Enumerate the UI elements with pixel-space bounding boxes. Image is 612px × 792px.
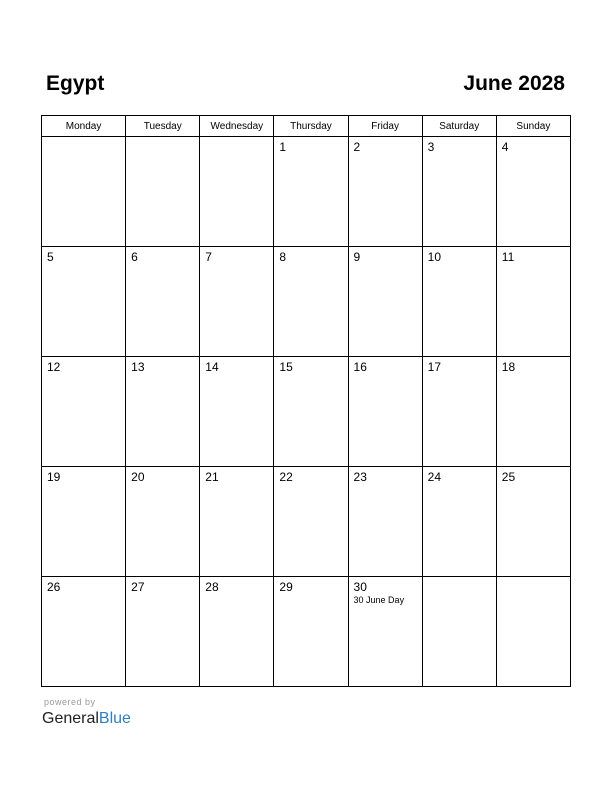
day-cell xyxy=(126,247,200,357)
day-number: 4 xyxy=(501,140,509,154)
weekday-header-saturday: Saturday xyxy=(422,116,496,137)
calendar-weeks xyxy=(42,137,571,687)
calendar-week-row xyxy=(42,357,571,467)
day-cell xyxy=(200,577,274,687)
day-number: 3 xyxy=(427,140,435,154)
day-cell xyxy=(348,467,422,577)
day-cell xyxy=(200,137,274,247)
day-number: 28 xyxy=(205,580,219,594)
day-number: 30 xyxy=(353,580,367,594)
brand-logo xyxy=(42,709,131,729)
month-year-title: June 2028 xyxy=(463,72,565,95)
day-cell xyxy=(422,467,496,577)
day-number: 7 xyxy=(205,250,212,264)
day-number xyxy=(42,137,125,140)
day-number: 26 xyxy=(47,580,61,594)
day-cell xyxy=(348,247,422,357)
day-cell xyxy=(348,357,422,467)
weekday-header-sunday: Sunday xyxy=(496,116,570,137)
day-number: 8 xyxy=(279,250,287,264)
country-title: Egypt xyxy=(46,72,105,95)
day-number: 27 xyxy=(131,580,145,594)
day-cell xyxy=(274,357,348,467)
day-cell xyxy=(126,137,200,247)
calendar-week-row xyxy=(42,577,571,687)
day-cell xyxy=(496,577,570,687)
day-cell xyxy=(42,247,126,357)
day-number: 13 xyxy=(131,360,145,374)
day-cell xyxy=(422,137,496,247)
weekday-header-wednesday: Wednesday xyxy=(200,116,274,137)
day-cell xyxy=(42,137,126,247)
day-cell xyxy=(126,467,200,577)
day-number: 9 xyxy=(353,250,361,264)
day-cell xyxy=(422,577,496,687)
day-cell xyxy=(496,137,570,247)
calendar-week-row xyxy=(42,467,571,577)
day-number xyxy=(126,137,199,140)
day-number: 15 xyxy=(279,360,293,374)
day-cell xyxy=(422,357,496,467)
day-cell xyxy=(126,577,200,687)
day-cell xyxy=(348,137,422,247)
day-number xyxy=(497,577,570,580)
powered-by-text: powered by xyxy=(44,697,96,707)
day-number: 23 xyxy=(353,470,367,484)
day-cell xyxy=(496,247,570,357)
day-number xyxy=(200,137,273,140)
day-cell xyxy=(200,467,274,577)
day-number: 18 xyxy=(501,360,516,374)
day-number: 2 xyxy=(353,140,361,154)
day-cell xyxy=(126,357,200,467)
day-cell xyxy=(42,577,126,687)
day-cell xyxy=(422,247,496,357)
day-cell xyxy=(274,467,348,577)
weekday-header-monday: Monday xyxy=(42,116,126,137)
day-cell xyxy=(274,247,348,357)
day-number: 10 xyxy=(427,250,442,264)
weekday-header-row xyxy=(42,116,571,137)
day-cell xyxy=(496,467,570,577)
day-number: 22 xyxy=(279,470,293,484)
calendar-week-row xyxy=(42,247,571,357)
holiday-label: 30 June Day xyxy=(353,595,405,605)
day-number: 16 xyxy=(353,360,367,374)
day-number: 24 xyxy=(427,470,442,484)
day-number: 1 xyxy=(279,140,287,154)
day-cell xyxy=(348,577,422,687)
day-number: 17 xyxy=(427,360,442,374)
day-number: 25 xyxy=(501,470,516,484)
day-number: 11 xyxy=(501,250,515,264)
month-calendar-grid xyxy=(41,115,571,687)
brand-name-general: General xyxy=(42,710,99,727)
day-cell xyxy=(200,357,274,467)
day-number: 29 xyxy=(279,580,293,594)
day-number: 21 xyxy=(205,470,219,484)
weekday-header-friday: Friday xyxy=(348,116,422,137)
day-cell xyxy=(496,357,570,467)
day-number: 5 xyxy=(47,250,54,264)
day-cell xyxy=(274,137,348,247)
day-number: 12 xyxy=(47,360,61,374)
weekday-header-thursday: Thursday xyxy=(274,116,348,137)
day-number xyxy=(423,577,496,580)
day-number: 14 xyxy=(205,360,219,374)
calendar-week-row xyxy=(42,137,571,247)
day-cell xyxy=(42,357,126,467)
day-cell xyxy=(200,247,274,357)
footer-branding xyxy=(42,697,131,729)
day-number: 19 xyxy=(47,470,61,484)
weekday-header-tuesday: Tuesday xyxy=(126,116,200,137)
day-cell xyxy=(42,467,126,577)
day-cell xyxy=(274,577,348,687)
day-number: 6 xyxy=(131,250,138,264)
brand-name-blue: Blue xyxy=(98,710,131,727)
day-number: 20 xyxy=(131,470,145,484)
